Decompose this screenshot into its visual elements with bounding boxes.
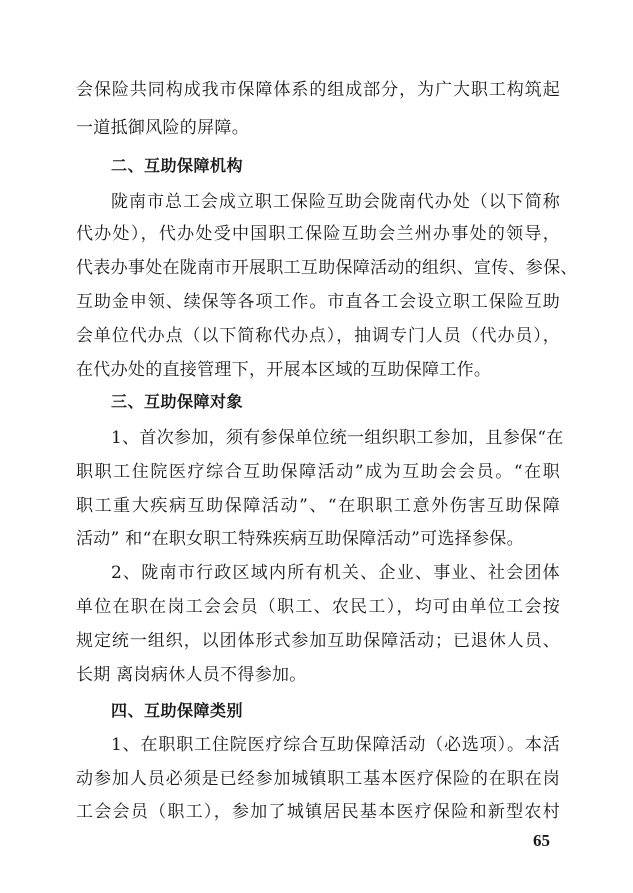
section3-item1-line-4: 活动” 和“在职女职工特殊疾病互助保障活动”可选择参保。	[76, 529, 524, 549]
section-heading-3: 三、互助保障对象	[111, 392, 244, 411]
section3-item1-line-2: 职职工住院医疗综合互助保障活动”成为互助会会员。“在职	[76, 462, 560, 482]
intro-line-2: 一道抵御风险的屏障。	[76, 118, 249, 138]
section3-item2-line-2: 单位在职在岗工会会员（职工、农民工），均可由单位工会按	[76, 597, 560, 617]
section3-item2-line-3: 规定统一组织，以团体形式参加互助保障活动；已退休人员、	[76, 631, 560, 651]
page-number: 65	[533, 831, 550, 850]
section2-line-6: 在代办处的直接管理下，开展本区域的互助保障工作。	[76, 360, 492, 380]
section-heading-4: 四、互助保障类别	[111, 701, 244, 720]
section4-item1-line-3: 工会会员（职工），参加了城镇居民基本医疗保险和新型农村	[76, 802, 560, 822]
section4-item1-line-1: 1、在职职工住院医疗综合互助保障活动（必选项）。本活	[111, 735, 560, 755]
section3-item2-line-4: 长期 离岗病休人员不得参加。	[76, 665, 307, 685]
section2-line-5: 会单位代办点（以下简称代办点），抽调专门人员（代办员），	[76, 326, 560, 346]
section2-line-1: 陇南市总工会成立职工保险互助会陇南代办处（以下简称	[111, 192, 560, 212]
section-heading-2: 二、互助保障机构	[111, 156, 244, 175]
section2-line-3: 代表办事处在陇南市开展职工互助保障活动的组织、宣传、参保、	[76, 258, 578, 278]
intro-line-1: 会保险共同构成我市保障体系的组成部分，为广大职工构筑起	[76, 80, 560, 100]
section3-item2-line-1: 2、陇南市行政区域内所有机关、企业、事业、社会团体	[111, 563, 560, 583]
section3-item1-line-3: 职工重大疾病互助保障活动”、“在职职工意外伤害互助保障	[76, 496, 560, 516]
section2-line-4: 互助金申领、续保等各项工作。市直各工会设立职工保险互助	[76, 292, 560, 312]
section2-line-2: 代办处），代办处受中国职工保险互助会兰州办事处的领导，	[76, 224, 560, 244]
section3-item1-line-1: 1、首次参加，须有参保单位统一组织职工参加，且参保“在	[111, 428, 564, 448]
section4-item1-line-2: 动参加人员必须是已经参加城镇职工基本医疗保险的在职在岗	[76, 769, 560, 789]
